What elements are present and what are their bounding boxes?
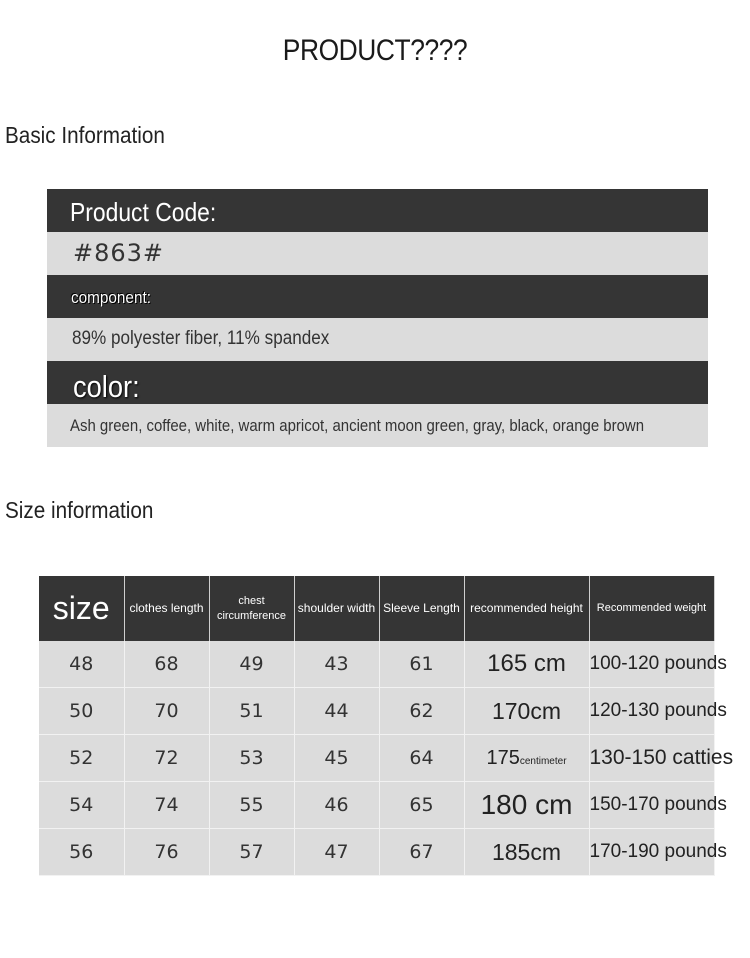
cell-shoulder: 47	[294, 829, 379, 876]
color-label-row	[47, 361, 708, 404]
cell-size: 50	[39, 688, 124, 735]
product-code-value-row	[47, 232, 708, 275]
table-row	[39, 735, 714, 782]
page-title: PRODUCT????	[282, 34, 468, 67]
component-value-row	[47, 318, 708, 361]
product-code-label-row	[47, 189, 708, 232]
height-value: 175	[486, 746, 520, 769]
header-recommended-weight: Recommended weight	[589, 576, 714, 641]
cell-sleeve: 64	[379, 735, 464, 782]
cell-height	[464, 735, 589, 782]
cell-shoulder: 44	[294, 688, 379, 735]
cell-height: 180 cm	[464, 782, 589, 829]
component-label: component:	[71, 288, 151, 307]
cell-height: 165 cm	[464, 641, 589, 688]
cell-size: 54	[39, 782, 124, 829]
size-table-header	[39, 576, 714, 641]
cell-sleeve: 61	[379, 641, 464, 688]
cell-length: 70	[124, 688, 209, 735]
height-unit: centimeter	[519, 755, 567, 767]
header-shoulder-width: shoulder width	[294, 576, 379, 641]
cell-size: 52	[39, 735, 124, 782]
cell-chest: 49	[209, 641, 294, 688]
table-row	[39, 641, 714, 688]
product-code-label: Product Code:	[70, 197, 217, 227]
cell-chest: 57	[209, 829, 294, 876]
size-information-heading: Size information	[5, 497, 154, 523]
cell-weight: 150-170 pounds	[589, 782, 714, 829]
cell-shoulder: 45	[294, 735, 379, 782]
product-code-value: #863#	[73, 239, 165, 267]
table-row	[39, 782, 714, 829]
header-size: size	[39, 576, 124, 641]
cell-size: 48	[39, 641, 124, 688]
cell-length: 74	[124, 782, 209, 829]
header-recommended-height: recommended height	[464, 576, 589, 641]
component-value: 89% polyester fiber, 11% spandex	[72, 328, 330, 349]
header-chest-circumference: chest circumference	[209, 576, 294, 641]
cell-sleeve: 67	[379, 829, 464, 876]
cell-length: 68	[124, 641, 209, 688]
color-label: color:	[73, 369, 140, 404]
size-table	[39, 576, 734, 876]
cell-shoulder: 46	[294, 782, 379, 829]
cell-shoulder: 43	[294, 641, 379, 688]
cell-length: 72	[124, 735, 209, 782]
header-clothes-length: clothes length	[124, 576, 209, 641]
component-label-row	[47, 275, 708, 318]
header-sleeve-length: Sleeve Length	[379, 576, 464, 641]
cell-length: 76	[124, 829, 209, 876]
cell-weight: 120-130 pounds	[589, 688, 714, 735]
cell-chest: 53	[209, 735, 294, 782]
cell-size: 56	[39, 829, 124, 876]
cell-sleeve: 65	[379, 782, 464, 829]
cell-weight: 170-190 pounds	[589, 829, 714, 876]
cell-chest: 55	[209, 782, 294, 829]
basic-information-panel	[47, 189, 708, 447]
cell-chest: 51	[209, 688, 294, 735]
cell-weight: 100-120 pounds	[589, 641, 714, 688]
cell-height: 185cm	[464, 829, 589, 876]
table-row	[39, 688, 714, 735]
color-value: Ash green, coffee, white, warm apricot, ancient moon green, gray, black, orange brown	[70, 416, 645, 435]
cell-weight: 130-150 catties	[589, 735, 714, 782]
cell-sleeve: 62	[379, 688, 464, 735]
basic-information-heading: Basic Information	[5, 122, 165, 148]
table-row	[39, 829, 714, 876]
cell-height: 170cm	[464, 688, 589, 735]
color-value-row	[47, 404, 708, 447]
